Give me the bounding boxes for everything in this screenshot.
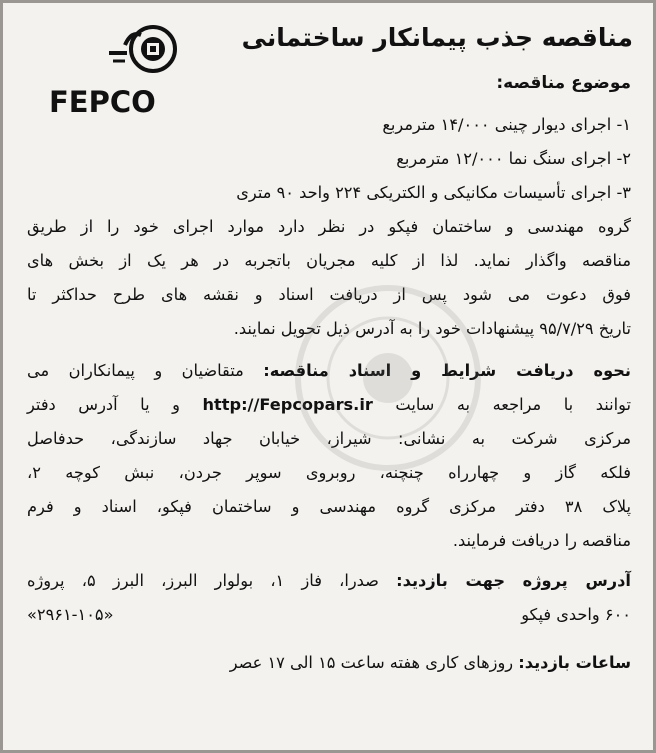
subject-item-2: ۲- اجرای سنگ نما ۱۲/۰۰۰ مترمربع [396,149,631,168]
subject-item-3: ۳- اجرای تأسیسات مکانیکی و الکتریکی ۲۲۴ واحد ۹۰ متری [236,183,631,202]
subject-heading: موضوع مناقصه: [496,73,631,93]
notice-title: مناقصه جذب پیمانکار ساختمانی [241,23,633,52]
visit-hours-line [230,653,631,672]
subject-item-1: ۱- اجرای دیوار چینی ۱۴/۰۰۰ مترمربع [382,115,631,134]
documents-line-2-pre: توانند با مراجعه به سایت [395,395,631,414]
website-link[interactable]: http://Fepcopars.ir [202,395,373,414]
fepco-logo [47,21,192,119]
project-address-line-1 [27,571,631,590]
documents-heading: نحوه دریافت شرایط و اسناد مناقصه: [263,361,631,380]
body-line-2: مناقصه واگذار نماید. لذا از کلیه مجریان باتجربه در هر یک از بخش های [27,251,631,270]
documents-line-4: فلکه گاز و چهارراه چنچنه، روبروی سوپر جردن، نبش کوچه ۲، [27,463,631,482]
body-line-4: تاریخ ۹۵/۷/۲۹ پیشنهادات خود را به آدرس ذیل تحویل نمایند. [233,319,631,338]
body-line-3: فوق دعوت می شود پس از دریافت اسناد و نقشه های طرح حداکثر تا [27,285,631,304]
project-address-line-2-text: ۶۰۰ واحدی فپکو [521,605,631,624]
documents-line-1 [27,361,631,380]
documents-line-1-text: متقاضیان و پیمانکاران می [27,361,244,380]
logo-wordmark: FEPCO [49,85,156,119]
documents-line-5: پلاک ۳۸ دفتر مرکزی گروه مهندسی و ساختمان فپکو، اسناد و فرم [27,497,631,516]
project-address-heading: آدرس پروژه جهت بازدید: [396,571,631,590]
project-address-line-2 [27,605,631,624]
body-line-1: گروه مهندسی و ساختمان فپکو در نظر دارد موارد اجرای خود را از طریق [27,217,631,236]
documents-line-6: مناقصه را دریافت فرمایند. [452,531,631,550]
fepco-emblem-icon [95,21,185,83]
visit-hours-text: روزهای کاری هفته ساعت ۱۵ الی ۱۷ عصر [229,653,514,672]
ad-code: «۲۹۶۱-۱۰۵» [27,605,114,624]
visit-hours-heading: ساعات بازدید: [518,653,631,672]
documents-line-3: مرکزی شرکت به نشانی: شیراز، خیابان جهاد سازندگی، حدفاصل [27,429,631,448]
documents-line-2-post: و یا آدرس دفتر [27,395,180,414]
documents-line-2 [27,395,631,414]
project-address-text: صدرا، فاز ۱، بولوار البرز، البرز ۵، پروژه [27,571,379,590]
